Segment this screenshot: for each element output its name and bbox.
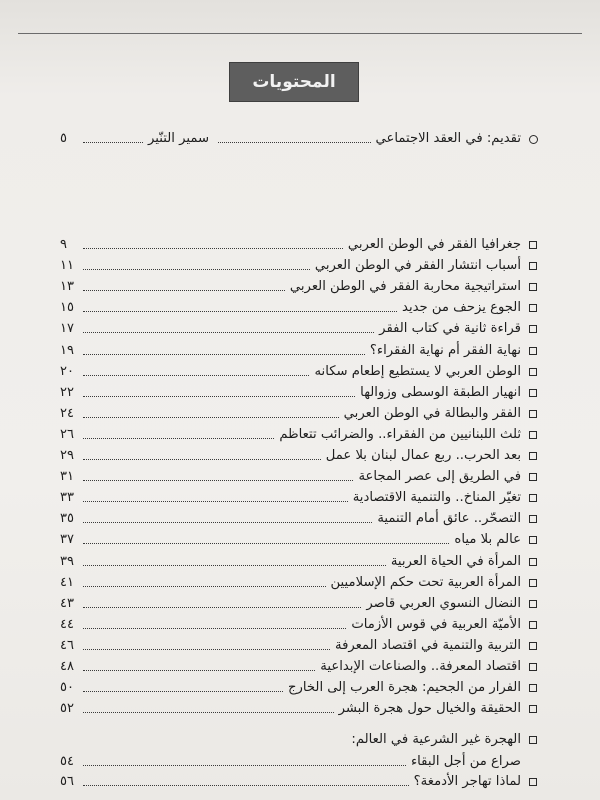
dot-leader <box>83 459 321 460</box>
dot-leader <box>83 311 397 312</box>
page-number: ٥٤ <box>60 754 74 769</box>
dot-leader <box>83 649 330 650</box>
toc-entry <box>60 445 538 465</box>
dot-leader <box>83 712 334 713</box>
page-number: ٥٦ <box>60 774 74 789</box>
dot-leader <box>83 628 346 629</box>
toc-entry <box>60 403 538 423</box>
dot-leader <box>83 586 326 587</box>
toc-entry <box>60 635 538 655</box>
checkbox-icon <box>528 388 538 398</box>
toc-entry <box>60 656 538 676</box>
checkbox-icon <box>528 735 538 745</box>
toc-entry <box>60 614 538 634</box>
toc-entry <box>60 234 538 254</box>
entry-text: بعد الحرب.. ربع عمال لبنان بلا عمل <box>325 448 521 463</box>
dot-leader <box>83 332 374 333</box>
checkbox-icon <box>528 777 538 787</box>
entry-text: ثلث اللبنانيين من الفقراء.. والضرائب تتعاظم <box>279 426 521 442</box>
dot-leader <box>83 354 365 355</box>
checkbox-icon <box>528 282 538 292</box>
entry-text: الفقر والبطالة في الوطن العربي <box>343 405 521 421</box>
toc-entry <box>60 572 538 592</box>
page-number: ٤٤ <box>60 616 74 632</box>
dot-leader <box>83 670 315 671</box>
entry-text: صراع من أجل البقاء <box>410 754 521 769</box>
page-number: ٩ <box>60 237 67 252</box>
toc-entry <box>60 276 538 296</box>
dot-leader <box>83 396 355 397</box>
page-number: ٣٣ <box>60 490 74 506</box>
toc-entry <box>60 361 538 381</box>
title-box <box>229 62 359 102</box>
dot-leader <box>83 691 283 692</box>
page-number: ٣٥ <box>60 511 74 527</box>
toc-entry-sub <box>60 751 538 771</box>
intro-label: تقديم: في العقد الاجتماعي <box>375 131 521 146</box>
dot-leader <box>83 269 310 270</box>
dot-leader <box>83 607 361 608</box>
top-rule <box>18 33 582 34</box>
page-number: ٥٠ <box>60 680 74 696</box>
toc-entry <box>60 551 538 571</box>
checkbox-icon <box>528 557 538 567</box>
toc-entry <box>60 255 538 275</box>
toc-entry <box>60 593 538 613</box>
entry-text: التصحّر.. عائق أمام التنمية <box>377 511 521 527</box>
toc-entry <box>60 466 538 486</box>
entry-text: المرأة العربية تحت حكم الإسلاميين <box>330 574 521 590</box>
checkbox-icon <box>528 240 538 250</box>
toc-entry <box>60 487 538 507</box>
entry-text: الأميّة العربية في قوس الأزمات <box>351 616 521 632</box>
entry-text: في الطريق إلى عصر المجاعة <box>358 469 521 485</box>
entry-text: عالم بلا مياه <box>454 532 521 548</box>
page-number: ٣٩ <box>60 553 74 569</box>
checkbox-icon <box>528 346 538 356</box>
dot-leader <box>83 142 143 143</box>
toc-entry <box>60 340 538 360</box>
entry-text: الوطن العربي لا يستطيع إطعام سكانه <box>314 363 521 379</box>
dot-leader <box>83 417 339 418</box>
page-number: ٢٦ <box>60 426 74 442</box>
toc-entry <box>60 318 538 338</box>
entry-text: الفرار من الجحيم: هجرة العرب إلى الخارج <box>288 680 521 696</box>
entry-text: نهاية الفقر أم نهاية الفقراء؟ <box>369 342 521 358</box>
toc-entry <box>60 508 538 528</box>
dot-leader <box>83 785 409 786</box>
page-number: ٥ <box>60 131 67 146</box>
checkbox-icon <box>528 261 538 271</box>
intro-row <box>60 128 538 148</box>
checkbox-icon <box>528 472 538 482</box>
toc-entry <box>60 424 538 444</box>
dot-leader <box>83 501 348 502</box>
page-number: ٣٧ <box>60 532 74 548</box>
dot-leader <box>83 290 285 291</box>
checkbox-icon <box>528 493 538 503</box>
page-title: المحتويات <box>252 72 336 92</box>
checkbox-icon <box>528 662 538 672</box>
page-number: ١٥ <box>60 300 74 316</box>
checkbox-icon <box>528 367 538 377</box>
toc-entry <box>60 677 538 697</box>
page-number: ٤٨ <box>60 659 74 674</box>
page-number: ٤٦ <box>60 637 74 653</box>
checkbox-icon <box>528 578 538 588</box>
page-number: ١٩ <box>60 342 74 358</box>
entry-text: أسباب انتشار الفقر في الوطن العربي <box>314 258 521 274</box>
toc-entry <box>60 297 538 317</box>
checkbox-icon <box>528 620 538 630</box>
checkbox-icon <box>528 430 538 440</box>
dot-leader <box>218 142 370 143</box>
page-number: ١١ <box>60 258 74 274</box>
entry-text: لماذا تهاجر الأدمغة؟ <box>413 774 521 789</box>
entry-text: قراءة ثانية في كتاب الفقر <box>379 321 521 337</box>
intro-author: سمير التنّير <box>148 131 210 146</box>
checkbox-icon <box>528 324 538 334</box>
dot-leader <box>83 765 406 766</box>
dot-leader <box>83 375 309 376</box>
entry-text: التربية والتنمية في اقتصاد المعرفة <box>335 637 521 653</box>
toc-entry <box>60 698 538 718</box>
checkbox-icon <box>528 641 538 651</box>
toc-entry <box>60 382 538 402</box>
dot-leader <box>83 248 343 249</box>
checkbox-icon <box>528 303 538 313</box>
checkbox-icon <box>528 451 538 461</box>
dot-leader <box>83 543 449 544</box>
page-number: ٢٩ <box>60 448 74 463</box>
checkbox-icon <box>528 683 538 693</box>
checkbox-icon <box>528 535 538 545</box>
page-number: ٣١ <box>60 469 74 485</box>
page-number: ١٣ <box>60 279 74 295</box>
checkbox-icon <box>528 704 538 714</box>
toc-entry-heading <box>60 729 538 749</box>
checkbox-icon <box>528 409 538 419</box>
entry-text: المرأة في الحياة العربية <box>390 553 521 569</box>
entry-text: الجوع يزحف من جديد <box>402 300 521 316</box>
dot-leader <box>83 522 372 523</box>
page-number: ٢٤ <box>60 405 74 421</box>
checkbox-icon <box>528 514 538 524</box>
section-heading: الهجرة غير الشرعية في العالم: <box>351 732 521 747</box>
checkbox-icon <box>528 599 538 609</box>
page-number: ٢٢ <box>60 384 74 400</box>
entry-text: اقتصاد المعرفة.. والصناعات الإبداعية <box>320 659 521 674</box>
dot-leader <box>83 565 386 566</box>
page-number: ٤١ <box>60 574 74 590</box>
entry-text: النضال النسوي العربي قاصر <box>366 595 521 611</box>
page-number: ٢٠ <box>60 363 74 379</box>
toc-entry-final <box>60 771 538 791</box>
page-number: ٥٢ <box>60 701 74 717</box>
toc-entry <box>60 529 538 549</box>
entry-text: انهيار الطبقة الوسطى وزوالها <box>360 384 521 400</box>
dot-leader <box>83 438 274 439</box>
entry-text: تغيّر المناخ.. والتنمية الاقتصادية <box>352 490 521 506</box>
entry-text: الحقيقة والخيال حول هجرة البشر <box>338 701 521 717</box>
dot-leader <box>83 480 353 481</box>
page-number: ٤٣ <box>60 595 74 611</box>
entry-text: استراتيجية محاربة الفقر في الوطن العربي <box>289 279 521 295</box>
page-number: ١٧ <box>60 321 74 337</box>
entry-text: جغرافيا الفقر في الوطن العربي <box>347 237 521 252</box>
circle-bullet-icon <box>528 134 538 144</box>
